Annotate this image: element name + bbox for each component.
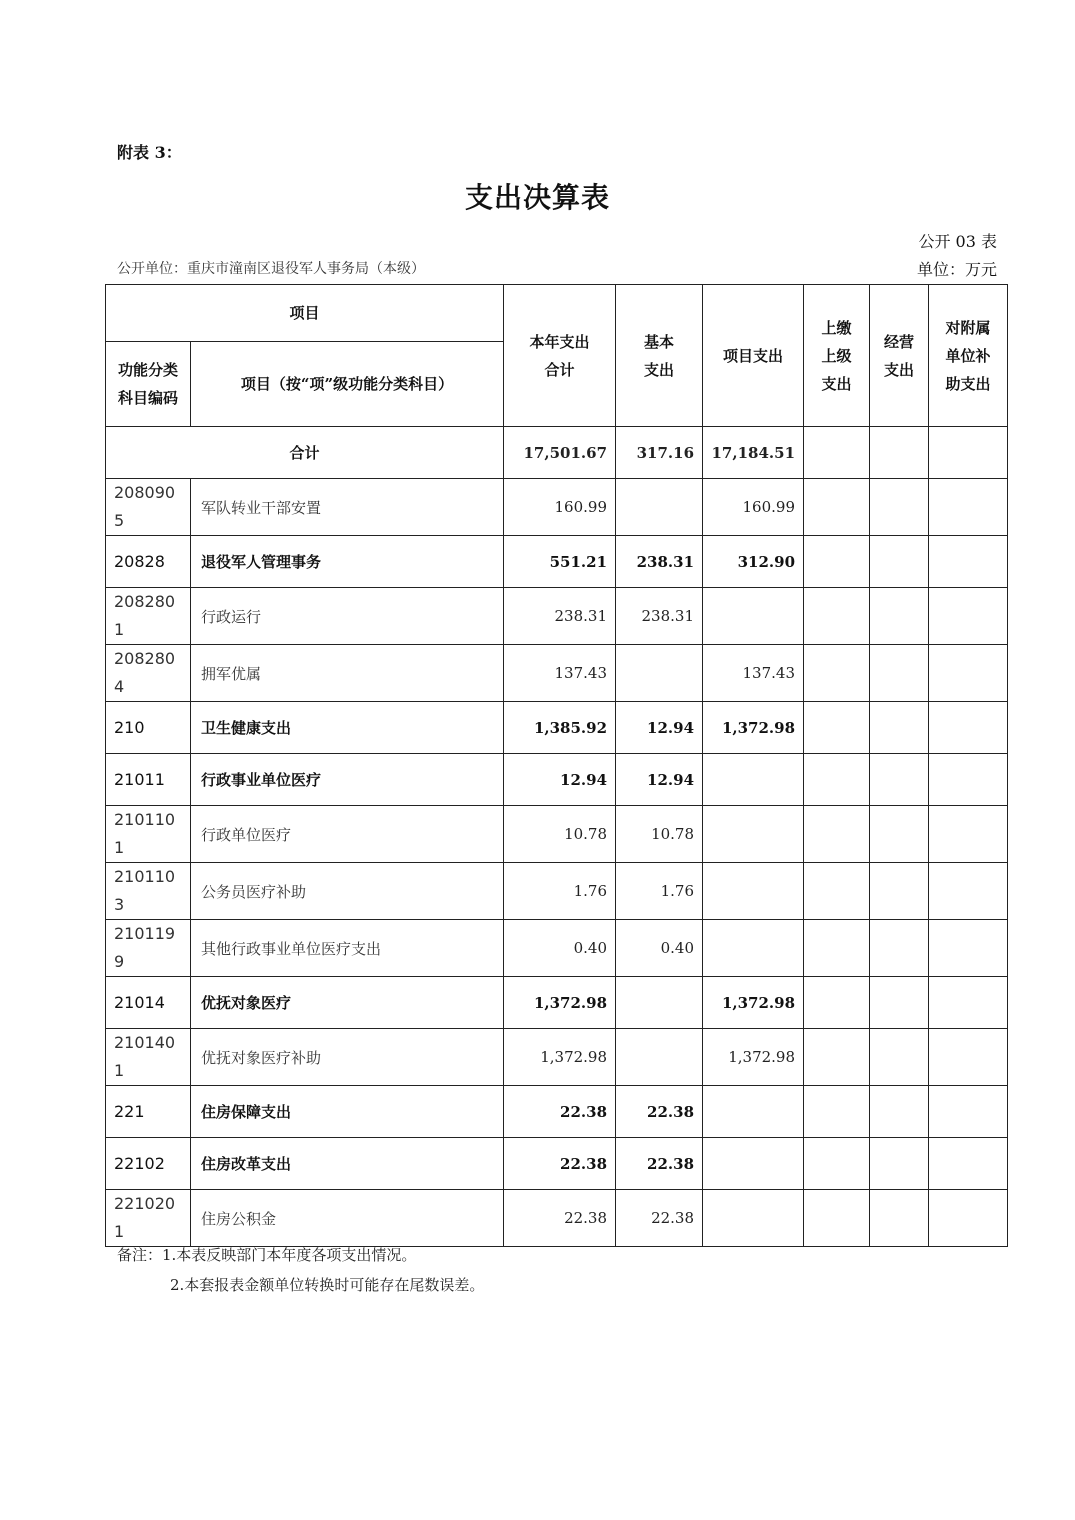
row-name: 军队转业干部安置 (191, 479, 504, 536)
row-upper (804, 1138, 870, 1190)
row-code: 2101199 (106, 920, 191, 977)
row-upper (804, 863, 870, 920)
table-row (106, 588, 1008, 645)
row-business (870, 977, 929, 1029)
row-project (703, 754, 804, 806)
row-upper (804, 479, 870, 536)
row-subsidiary (929, 754, 1008, 806)
row-basic: 1.76 (616, 863, 703, 920)
row-business (870, 536, 929, 588)
row-subsidiary (929, 702, 1008, 754)
row-basic (616, 977, 703, 1029)
row-basic: 0.40 (616, 920, 703, 977)
row-code: 2101401 (106, 1029, 191, 1086)
header-business: 经营支出 (870, 285, 929, 427)
row-project: 1,372.98 (703, 702, 804, 754)
row-basic (616, 645, 703, 702)
notes (117, 1240, 484, 1300)
row-project (703, 1190, 804, 1247)
table-row (106, 806, 1008, 863)
row-name: 行政运行 (191, 588, 504, 645)
row-basic: 22.38 (616, 1138, 703, 1190)
header-name: 项目（按“项”级功能分类科目） (191, 342, 504, 427)
row-business (870, 863, 929, 920)
expenditure-table (105, 284, 1008, 1247)
row-name: 住房改革支出 (191, 1138, 504, 1190)
total-project: 17,184.51 (703, 427, 804, 479)
row-subsidiary (929, 645, 1008, 702)
row-name: 住房保障支出 (191, 1086, 504, 1138)
table-row (106, 1190, 1008, 1247)
unit-of-measure: 单位：万元 (916, 260, 997, 279)
appendix-label: 附表 3： (117, 143, 182, 162)
row-basic (616, 479, 703, 536)
row-upper (804, 536, 870, 588)
row-code: 21011 (106, 754, 191, 806)
row-subsidiary (929, 588, 1008, 645)
row-upper (804, 754, 870, 806)
row-total: 1.76 (504, 863, 616, 920)
row-basic: 12.94 (616, 702, 703, 754)
row-name: 卫生健康支出 (191, 702, 504, 754)
row-name: 住房公积金 (191, 1190, 504, 1247)
row-upper (804, 702, 870, 754)
row-code: 2080905 (106, 479, 191, 536)
total-upper (804, 427, 870, 479)
row-project: 1,372.98 (703, 1029, 804, 1086)
row-business (870, 1029, 929, 1086)
row-business (870, 920, 929, 977)
reporting-unit: 公开单位：重庆市潼南区退役军人事务局（本级） (117, 261, 425, 277)
total-amount: 17,501.67 (504, 427, 616, 479)
table-row (106, 1086, 1008, 1138)
row-total: 551.21 (504, 536, 616, 588)
row-subsidiary (929, 1138, 1008, 1190)
table-row (106, 1029, 1008, 1086)
row-project (703, 863, 804, 920)
row-total: 12.94 (504, 754, 616, 806)
header-code: 功能分类科目编码 (106, 342, 191, 427)
row-code: 221 (106, 1086, 191, 1138)
row-total: 0.40 (504, 920, 616, 977)
table-row (106, 645, 1008, 702)
row-project (703, 588, 804, 645)
row-subsidiary (929, 1190, 1008, 1247)
row-upper (804, 1029, 870, 1086)
row-upper (804, 588, 870, 645)
row-business (870, 806, 929, 863)
row-total: 22.38 (504, 1086, 616, 1138)
row-code: 22102 (106, 1138, 191, 1190)
row-name: 行政单位医疗 (191, 806, 504, 863)
total-subsidiary (929, 427, 1008, 479)
header-basic: 基本支出 (616, 285, 703, 427)
row-subsidiary (929, 977, 1008, 1029)
row-total: 238.31 (504, 588, 616, 645)
row-subsidiary (929, 1086, 1008, 1138)
table-row (106, 977, 1008, 1029)
row-subsidiary (929, 479, 1008, 536)
row-project (703, 1086, 804, 1138)
row-project: 160.99 (703, 479, 804, 536)
header-subsidiary: 对附属单位补助支出 (929, 285, 1008, 427)
row-name: 优抚对象医疗 (191, 977, 504, 1029)
row-name: 其他行政事业单位医疗支出 (191, 920, 504, 977)
table-row (106, 920, 1008, 977)
row-upper (804, 977, 870, 1029)
header-project: 项目 (106, 285, 504, 342)
header-upper-level: 上缴上级支出 (804, 285, 870, 427)
row-business (870, 1190, 929, 1247)
table-row (106, 536, 1008, 588)
row-code: 21014 (106, 977, 191, 1029)
row-basic: 22.38 (616, 1190, 703, 1247)
row-total: 160.99 (504, 479, 616, 536)
row-basic (616, 1029, 703, 1086)
row-project (703, 920, 804, 977)
row-business (870, 1138, 929, 1190)
row-name: 拥军优属 (191, 645, 504, 702)
row-basic: 22.38 (616, 1086, 703, 1138)
row-basic: 10.78 (616, 806, 703, 863)
table-row (106, 702, 1008, 754)
row-subsidiary (929, 1029, 1008, 1086)
row-business (870, 588, 929, 645)
row-business (870, 645, 929, 702)
table-row (106, 479, 1008, 536)
row-business (870, 1086, 929, 1138)
row-total: 10.78 (504, 806, 616, 863)
row-project (703, 806, 804, 863)
row-code: 2210201 (106, 1190, 191, 1247)
row-upper (804, 1190, 870, 1247)
row-business (870, 754, 929, 806)
note-2: 2.本套报表金额单位转换时可能存在尾数误差。 (170, 1276, 485, 1294)
row-total: 1,372.98 (504, 1029, 616, 1086)
total-business (870, 427, 929, 479)
row-upper (804, 1086, 870, 1138)
row-project: 1,372.98 (703, 977, 804, 1029)
row-upper (804, 645, 870, 702)
row-basic: 12.94 (616, 754, 703, 806)
row-project (703, 1138, 804, 1190)
note-1: 备注：1.本表反映部门本年度各项支出情况。 (117, 1246, 417, 1264)
row-name: 行政事业单位医疗 (191, 754, 504, 806)
form-number: 公开 03 表 (918, 232, 997, 251)
page-title: 支出决算表 (464, 181, 610, 214)
header-total: 本年支出合计 (504, 285, 616, 427)
row-name: 退役军人管理事务 (191, 536, 504, 588)
row-basic: 238.31 (616, 536, 703, 588)
row-total: 22.38 (504, 1190, 616, 1247)
total-basic: 317.16 (616, 427, 703, 479)
row-subsidiary (929, 806, 1008, 863)
total-row (106, 427, 1008, 479)
table-row (106, 754, 1008, 806)
row-code: 2082801 (106, 588, 191, 645)
row-business (870, 702, 929, 754)
row-business (870, 479, 929, 536)
row-total: 22.38 (504, 1138, 616, 1190)
row-name: 优抚对象医疗补助 (191, 1029, 504, 1086)
total-label: 合计 (106, 427, 504, 479)
row-total: 1,372.98 (504, 977, 616, 1029)
row-project: 312.90 (703, 536, 804, 588)
row-code: 2101103 (106, 863, 191, 920)
row-project: 137.43 (703, 645, 804, 702)
row-code: 210 (106, 702, 191, 754)
row-code: 2082804 (106, 645, 191, 702)
row-basic: 238.31 (616, 588, 703, 645)
row-upper (804, 920, 870, 977)
row-code: 2101101 (106, 806, 191, 863)
table-row (106, 1138, 1008, 1190)
table-row (106, 863, 1008, 920)
row-total: 137.43 (504, 645, 616, 702)
row-name: 公务员医疗补助 (191, 863, 504, 920)
row-upper (804, 806, 870, 863)
row-subsidiary (929, 863, 1008, 920)
header-project-expenditure: 项目支出 (703, 285, 804, 427)
row-total: 1,385.92 (504, 702, 616, 754)
row-subsidiary (929, 920, 1008, 977)
row-code: 20828 (106, 536, 191, 588)
row-subsidiary (929, 536, 1008, 588)
